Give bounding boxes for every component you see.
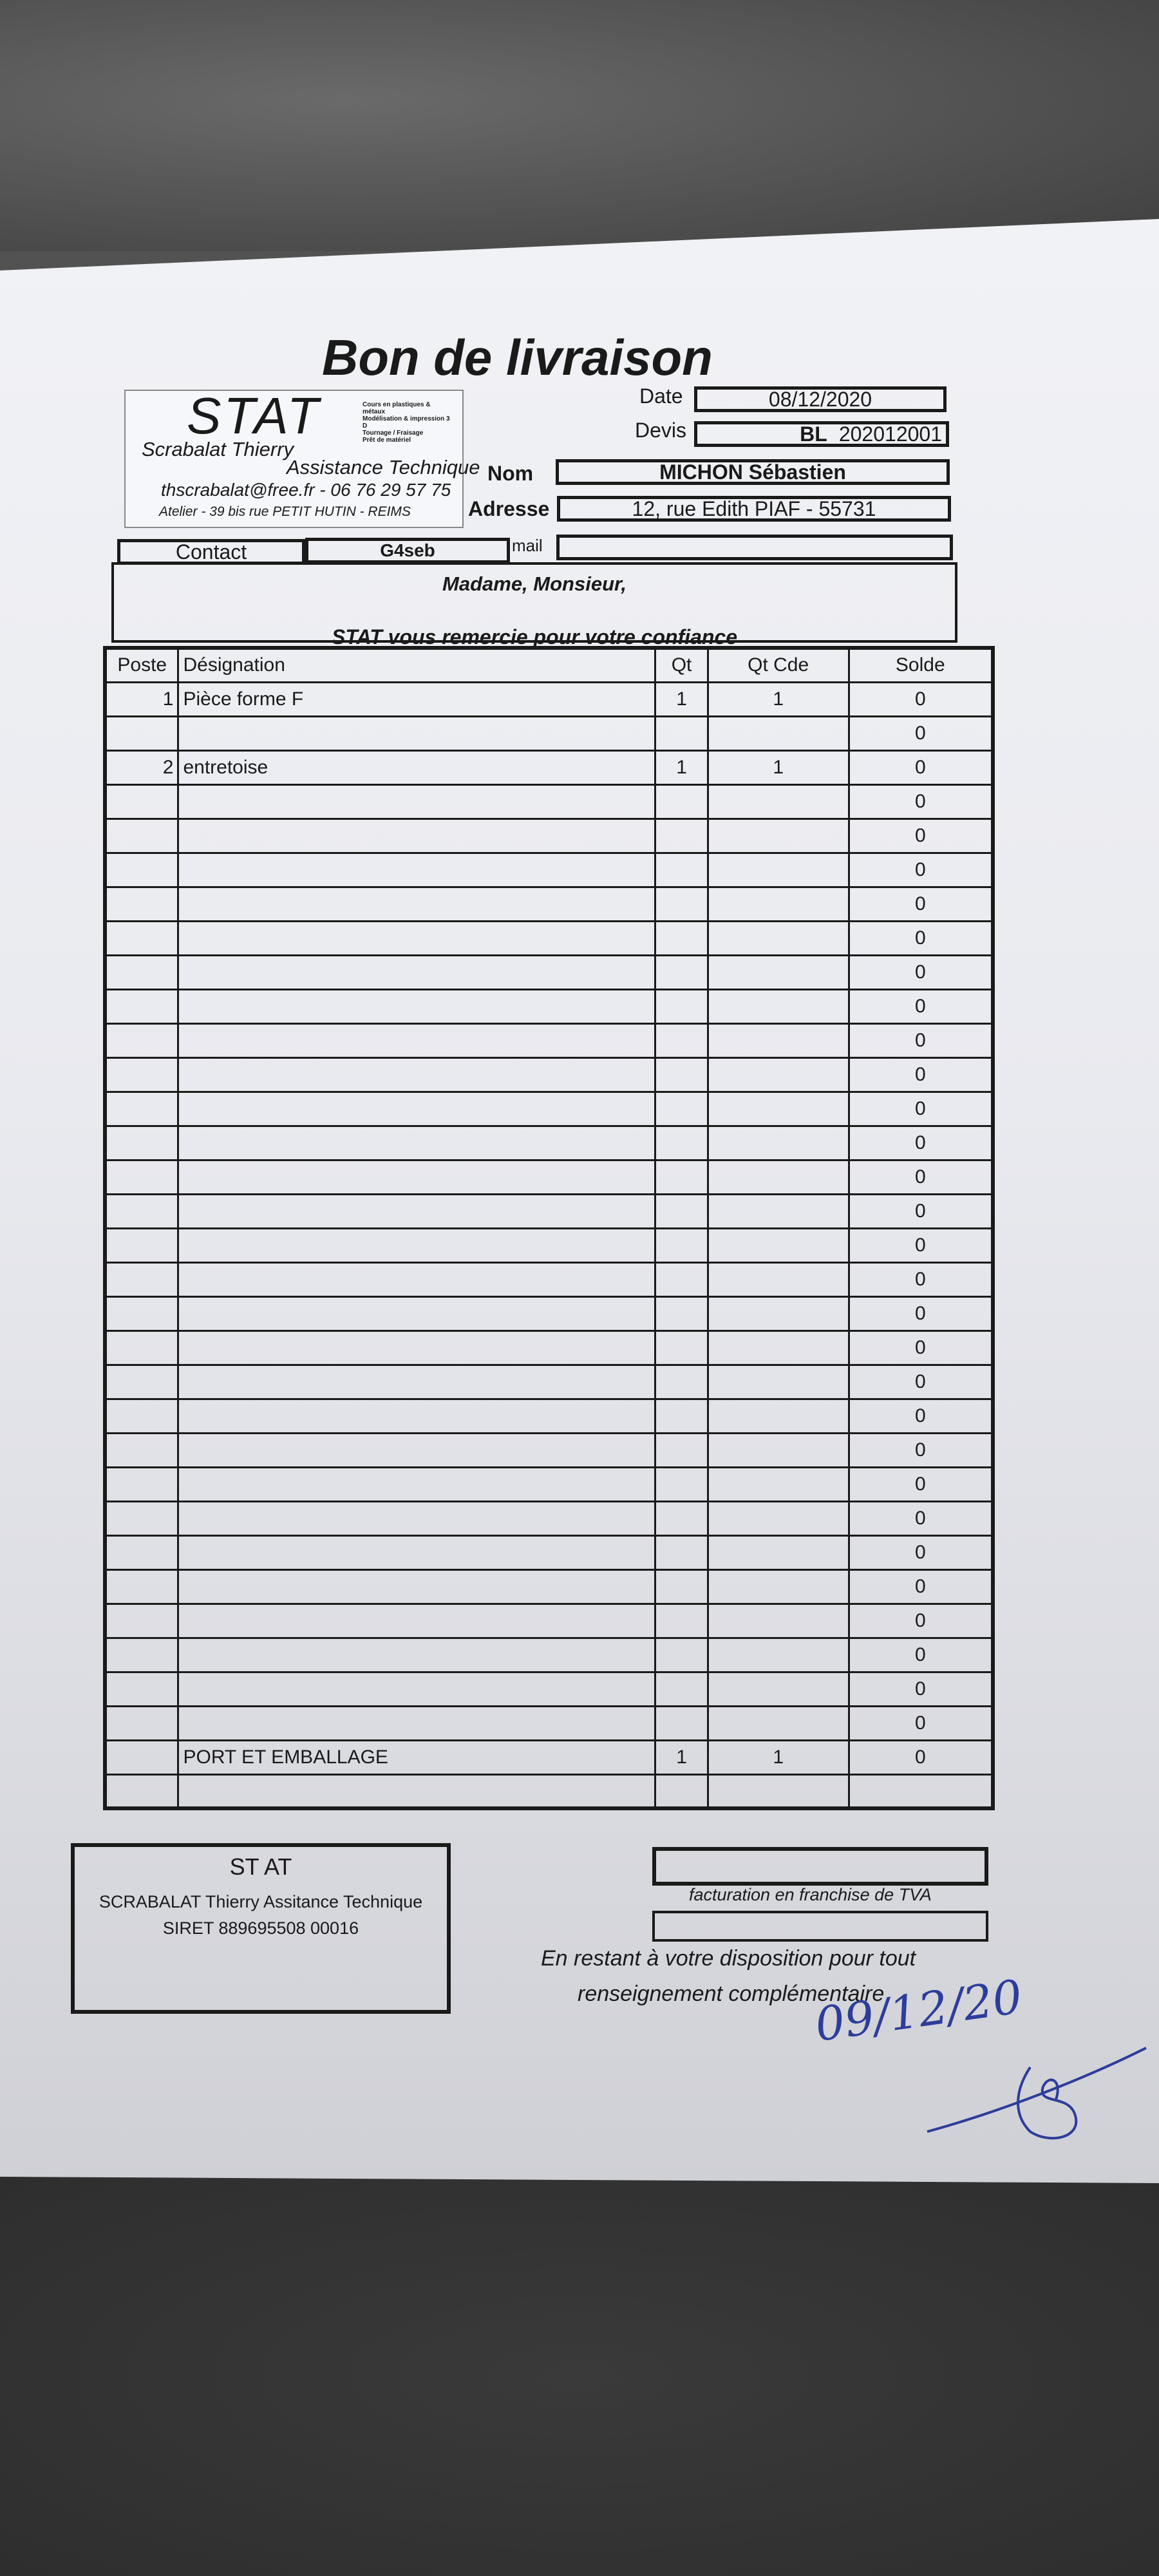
cell-designation	[178, 1638, 655, 1672]
cell-qt	[655, 1638, 708, 1672]
cell-poste	[105, 1467, 178, 1501]
table-row	[105, 1638, 993, 1672]
cell-qt	[655, 1706, 708, 1740]
header-solde: Solde	[849, 648, 993, 682]
cell-solde: 0	[849, 1262, 993, 1296]
cell-qt-cde	[708, 1296, 849, 1331]
cell-qt-cde	[708, 1092, 849, 1126]
table-row	[105, 1774, 993, 1808]
cell-designation	[178, 1228, 655, 1262]
cell-qt: 1	[655, 682, 708, 716]
cell-qt-cde	[708, 784, 849, 819]
adresse-field: 12, rue Edith PIAF - 55731	[557, 496, 951, 522]
table-row	[105, 1262, 993, 1296]
table-row	[105, 1057, 993, 1092]
contact-value-box: G4seb	[305, 538, 510, 564]
cell-qt	[655, 1467, 708, 1501]
empty-footer-box	[652, 1911, 988, 1942]
cell-solde: 0	[849, 682, 993, 716]
cell-poste	[105, 1262, 178, 1296]
cell-poste: 2	[105, 750, 178, 784]
cell-designation: entretoise	[178, 750, 655, 784]
cell-qt	[655, 1092, 708, 1126]
vat-note: facturation en franchise de TVA	[689, 1885, 932, 1904]
table-row	[105, 955, 993, 989]
cell-designation	[178, 1467, 655, 1501]
closing-line-1: En restant à votre disposition pour tout	[541, 1946, 916, 1971]
cell-solde: 0	[849, 819, 993, 853]
cell-poste	[105, 1092, 178, 1126]
cell-qt	[655, 1296, 708, 1331]
cell-solde: 0	[849, 1399, 993, 1433]
cell-solde: 0	[849, 1228, 993, 1262]
cell-poste	[105, 784, 178, 819]
handwritten-signature	[921, 2041, 1153, 2151]
cell-designation	[178, 1160, 655, 1194]
closing-line-2: renseignement complémentaire	[578, 1982, 885, 2006]
table-row	[105, 1706, 993, 1740]
cell-poste	[105, 921, 178, 955]
cell-qt-cde	[708, 921, 849, 955]
cell-poste	[105, 1228, 178, 1262]
cell-qt	[655, 1501, 708, 1535]
cell-qt-cde	[708, 1228, 849, 1262]
cell-poste	[105, 989, 178, 1023]
adresse-label: Adresse	[468, 497, 550, 520]
cell-qt	[655, 1365, 708, 1399]
logo-service-1: Cours en plastiques & métaux	[363, 401, 431, 415]
cell-qt-cde	[708, 1365, 849, 1399]
header-poste: Poste	[105, 648, 178, 682]
cell-designation	[178, 853, 655, 887]
cell-qt	[655, 955, 708, 989]
table-row	[105, 921, 993, 955]
cell-designation	[178, 955, 655, 989]
table-row	[105, 1160, 993, 1194]
cell-qt: 1	[655, 1740, 708, 1774]
cell-solde: 0	[849, 750, 993, 784]
cell-qt	[655, 921, 708, 955]
cell-solde: 0	[849, 1023, 993, 1057]
table-row	[105, 1535, 993, 1569]
cell-poste	[105, 1672, 178, 1706]
cell-solde: 0	[849, 1126, 993, 1160]
table-row	[105, 887, 993, 921]
cell-solde: 0	[849, 1604, 993, 1638]
nom-label: Nom	[487, 462, 534, 485]
cell-solde: 0	[849, 887, 993, 921]
cell-qt-cde	[708, 1399, 849, 1433]
cell-qt-cde	[708, 1467, 849, 1501]
table-row	[105, 1740, 993, 1774]
cell-poste	[105, 1501, 178, 1535]
cell-poste	[105, 853, 178, 887]
cell-solde: 0	[849, 1535, 993, 1569]
footer-company-line: SCRABALAT Thierry Assitance Technique	[99, 1892, 423, 1911]
cell-qt-cde	[708, 955, 849, 989]
cell-designation	[178, 1331, 655, 1365]
cell-solde: 0	[849, 1365, 993, 1399]
cell-poste	[105, 716, 178, 750]
dark-background-top	[0, 0, 1159, 251]
logo-service-4: Prêt de matériel	[363, 437, 411, 444]
cell-solde: 0	[849, 1740, 993, 1774]
table-row	[105, 1092, 993, 1126]
cell-qt	[655, 1774, 708, 1808]
cell-solde: 0	[849, 1706, 993, 1740]
footer-siret: SIRET 889695508 00016	[162, 1918, 359, 1938]
cell-solde: 0	[849, 853, 993, 887]
cell-qt	[655, 1057, 708, 1092]
document-title: Bon de livraison	[322, 329, 713, 386]
cell-poste	[105, 1638, 178, 1672]
delivery-items-table	[103, 646, 995, 1810]
date-field: 08/12/2020	[694, 386, 947, 412]
cell-solde: 0	[849, 1057, 993, 1092]
cell-qt	[655, 853, 708, 887]
table-row	[105, 1399, 993, 1433]
devis-prefix: BL	[800, 422, 827, 446]
table-row	[105, 1331, 993, 1365]
cell-qt-cde	[708, 1433, 849, 1467]
cell-designation	[178, 1296, 655, 1331]
table-row	[105, 1365, 993, 1399]
table-header-row	[105, 648, 993, 682]
cell-qt-cde	[708, 887, 849, 921]
cell-qt-cde	[708, 1057, 849, 1092]
cell-qt-cde	[708, 1569, 849, 1604]
table-row	[105, 1672, 993, 1706]
cell-qt	[655, 1604, 708, 1638]
cell-poste	[105, 1296, 178, 1331]
table-row	[105, 1296, 993, 1331]
cell-designation	[178, 1604, 655, 1638]
cell-poste	[105, 1569, 178, 1604]
message-box	[111, 562, 957, 649]
table-row	[105, 1194, 993, 1228]
cell-qt-cde	[708, 819, 849, 853]
cell-designation	[178, 1365, 655, 1399]
company-footer-box	[71, 1843, 451, 2014]
header-designation: Désignation	[178, 648, 655, 682]
cell-qt	[655, 989, 708, 1023]
cell-solde: 0	[849, 1331, 993, 1365]
cell-poste	[105, 1160, 178, 1194]
table-row	[105, 819, 993, 853]
cell-poste	[105, 1433, 178, 1467]
table-row	[105, 1467, 993, 1501]
mail-field	[556, 535, 953, 560]
cell-poste	[105, 819, 178, 853]
cell-qt-cde	[708, 1638, 849, 1672]
table-body	[105, 682, 993, 1808]
table-row	[105, 989, 993, 1023]
cell-qt	[655, 1535, 708, 1569]
cell-solde: 0	[849, 1296, 993, 1331]
cell-designation	[178, 1774, 655, 1808]
cell-qt	[655, 1331, 708, 1365]
cell-poste	[105, 1365, 178, 1399]
cell-qt-cde	[708, 1604, 849, 1638]
greeting-text: Madame, Monsieur,	[442, 573, 627, 595]
table-row	[105, 1569, 993, 1604]
nom-field: MICHON Sébastien	[556, 459, 950, 485]
logo-tagline: Assistance Technique	[287, 456, 480, 478]
cell-qt	[655, 1194, 708, 1228]
cell-qt-cde: 1	[708, 1740, 849, 1774]
devis-label: Devis	[635, 419, 687, 442]
cell-qt-cde	[708, 1126, 849, 1160]
cell-qt-cde	[708, 1672, 849, 1706]
cell-qt	[655, 1672, 708, 1706]
cell-qt-cde	[708, 1160, 849, 1194]
table-row	[105, 1433, 993, 1467]
cell-designation	[178, 1672, 655, 1706]
cell-designation: PORT ET EMBALLAGE	[178, 1740, 655, 1774]
cell-solde: 0	[849, 1194, 993, 1228]
table-row	[105, 1228, 993, 1262]
contact-label-box: Contact	[117, 539, 305, 565]
logo-service-2: Modélisation & impression 3 D	[363, 415, 450, 430]
cell-qt-cde: 1	[708, 750, 849, 784]
cell-poste	[105, 1331, 178, 1365]
cell-solde: 0	[849, 989, 993, 1023]
table-row	[105, 853, 993, 887]
cell-designation	[178, 989, 655, 1023]
cell-designation	[178, 921, 655, 955]
logo-owner-name: Scrabalat Thierry	[142, 438, 294, 460]
cell-poste	[105, 1194, 178, 1228]
cell-designation	[178, 1706, 655, 1740]
logo-contact: thscrabalat@free.fr - 06 76 29 57 75	[161, 480, 451, 500]
cell-solde: 0	[849, 921, 993, 955]
cell-qt-cde	[708, 1774, 849, 1808]
header-qt: Qt	[655, 648, 708, 682]
cell-solde: 0	[849, 716, 993, 750]
cell-poste	[105, 1706, 178, 1740]
cell-designation	[178, 1023, 655, 1057]
cell-qt	[655, 716, 708, 750]
table-row	[105, 1501, 993, 1535]
cell-solde: 0	[849, 1672, 993, 1706]
logo-address: Atelier - 39 bis rue PETIT HUTIN - REIMS	[159, 504, 411, 519]
cell-designation	[178, 1092, 655, 1126]
cell-designation	[178, 1399, 655, 1433]
cell-designation	[178, 1262, 655, 1296]
cell-qt-cde	[708, 716, 849, 750]
cell-qt	[655, 1023, 708, 1057]
cell-qt	[655, 784, 708, 819]
cell-qt-cde	[708, 1023, 849, 1057]
thanks-text: STAT vous remercie pour votre confiance	[331, 625, 738, 649]
cell-qt-cde	[708, 1194, 849, 1228]
cell-poste: 1	[105, 682, 178, 716]
date-label: Date	[639, 384, 683, 408]
cell-poste	[105, 1399, 178, 1433]
cell-qt-cde	[708, 1262, 849, 1296]
cell-solde: 0	[849, 784, 993, 819]
table-row	[105, 1604, 993, 1638]
cell-qt	[655, 1126, 708, 1160]
cell-qt-cde	[708, 1535, 849, 1569]
table-row	[105, 1023, 993, 1057]
cell-poste	[105, 1023, 178, 1057]
cell-solde: 0	[849, 1638, 993, 1672]
cell-solde: 0	[849, 1433, 993, 1467]
cell-poste	[105, 1604, 178, 1638]
cell-qt-cde	[708, 1706, 849, 1740]
cell-designation	[178, 1194, 655, 1228]
cell-qt	[655, 819, 708, 853]
cell-qt	[655, 1262, 708, 1296]
devis-field	[694, 421, 949, 447]
cell-qt-cde	[708, 989, 849, 1023]
header-qt-cde: Qt Cde	[708, 648, 849, 682]
cell-solde: 0	[849, 1569, 993, 1604]
cell-poste	[105, 1057, 178, 1092]
cell-designation	[178, 1126, 655, 1160]
cell-poste	[105, 887, 178, 921]
cell-qt	[655, 1228, 708, 1262]
footer-company: ST AT	[229, 1853, 292, 1880]
cell-designation	[178, 819, 655, 853]
devis-number: 202012001	[838, 422, 942, 446]
logo-brand: STAT	[187, 387, 321, 444]
cell-solde	[849, 1774, 993, 1808]
mail-label: mail	[512, 536, 543, 555]
cell-designation	[178, 784, 655, 819]
cell-solde: 0	[849, 1160, 993, 1194]
cell-qt	[655, 887, 708, 921]
cell-qt: 1	[655, 750, 708, 784]
table-row	[105, 784, 993, 819]
cell-qt	[655, 1433, 708, 1467]
cell-designation	[178, 1535, 655, 1569]
cell-designation	[178, 716, 655, 750]
table-row	[105, 750, 993, 784]
cell-designation	[178, 1569, 655, 1604]
cell-qt	[655, 1569, 708, 1604]
cell-poste	[105, 1535, 178, 1569]
cell-qt-cde	[708, 1501, 849, 1535]
cell-designation	[178, 1501, 655, 1535]
cell-qt	[655, 1399, 708, 1433]
cell-poste	[105, 1740, 178, 1774]
dark-background-bottom	[0, 2177, 1159, 2576]
logo-services	[363, 401, 453, 444]
cell-designation	[178, 1433, 655, 1467]
cell-qt	[655, 1160, 708, 1194]
cell-designation	[178, 887, 655, 921]
cell-designation: Pièce forme F	[178, 682, 655, 716]
table-row	[105, 1126, 993, 1160]
cell-poste	[105, 1126, 178, 1160]
cell-poste	[105, 955, 178, 989]
handwritten-date: 09/12/20	[811, 1969, 1026, 2052]
cell-qt-cde: 1	[708, 682, 849, 716]
table-row	[105, 716, 993, 750]
cell-designation	[178, 1057, 655, 1092]
empty-total-box	[652, 1847, 988, 1886]
cell-qt-cde	[708, 853, 849, 887]
table-row	[105, 682, 993, 716]
cell-solde: 0	[849, 1501, 993, 1535]
cell-solde: 0	[849, 1092, 993, 1126]
cell-qt-cde	[708, 1331, 849, 1365]
cell-solde: 0	[849, 1467, 993, 1501]
cell-poste	[105, 1774, 178, 1808]
logo-service-3: Tournage / Fraisage	[363, 430, 424, 437]
cell-solde: 0	[849, 955, 993, 989]
